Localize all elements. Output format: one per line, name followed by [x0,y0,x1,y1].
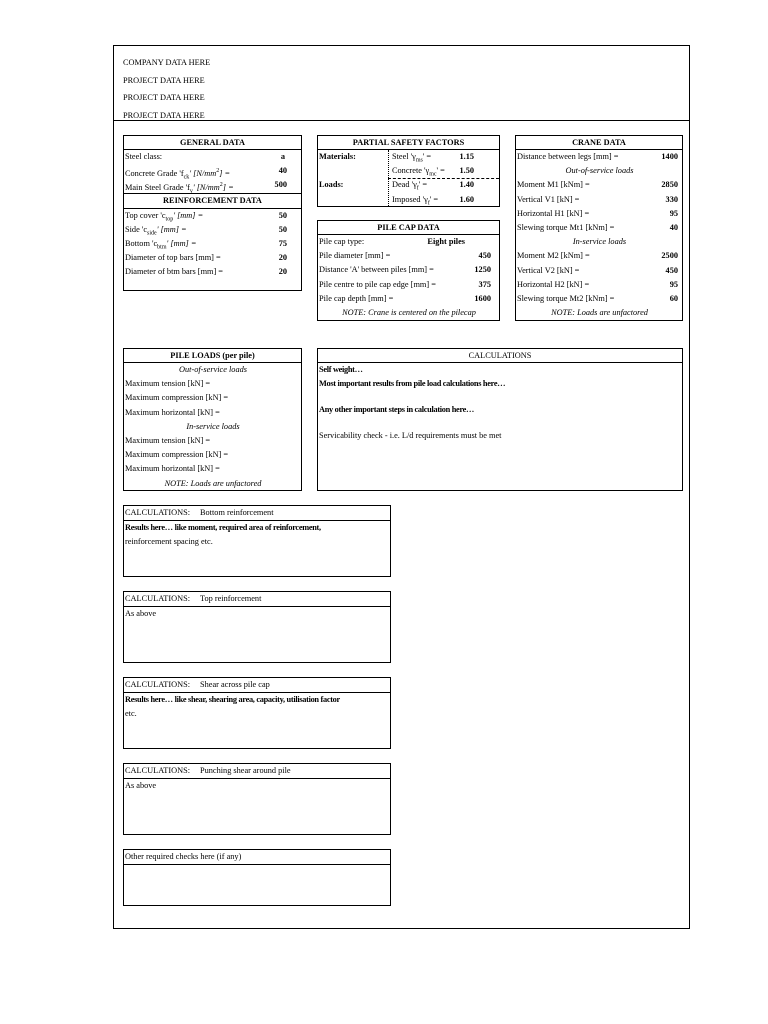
concrete-grade-row [124,164,301,181]
pile-cap-type-row [318,235,499,249]
row-subscript: y [189,188,193,195]
top-bar-diameter-row [124,251,301,265]
punching-shear-box [123,763,391,835]
calc-box-line: etc. [125,709,137,718]
partial-safety-factors-box [317,135,500,207]
steel-factor-row [318,150,499,164]
row-tail: ' [mm] = [156,224,187,234]
crane-note: NOTE: Loads are unfactored [551,308,648,318]
calc-box-line: As above [125,781,157,790]
pile-cap-note: NOTE: Crane is centered on the pilecap [342,307,476,317]
dead-factor-row [318,178,499,192]
project-data-line: PROJECT DATA HERE [123,110,205,120]
row-tail: ' [mm] = [166,238,197,248]
row-label: Side 'c [125,224,148,234]
row-value: 450 [478,251,491,261]
row-label: Vertical V2 [kN] = [517,265,580,275]
calc-self-weight: Self weight… [319,365,363,374]
leg-distance-row [516,150,682,164]
row-label: Pile cap type: [319,237,365,246]
general-data-box [123,135,302,291]
moment-m2-row [516,249,682,263]
max-compression-row: Maximum compression [kN] = [125,393,229,403]
row-value: 95 [669,279,678,289]
max-tension-row: Maximum tension [kN] = [125,379,211,389]
row-value: 500 [274,180,287,190]
horizontal-h1-row [516,207,682,221]
calc-box-header [124,592,390,607]
calc-other-steps: Any other important steps in calculation here… [319,405,475,414]
project-data-line: PROJECT DATA HERE [123,93,205,102]
row-label: Pile diameter [mm] = [319,251,391,261]
reinforcement-data-title: REINFORCEMENT DATA [124,193,301,209]
row-label: Horizontal H2 [kN] = [517,279,590,289]
row-value: 1600 [474,293,491,303]
row-value: 1400 [661,152,678,161]
row-label: Top cover 'c [125,210,166,220]
row-value: 50 [278,210,287,220]
row-value: 330 [665,194,678,204]
row-subscript: side [147,230,157,237]
calculation-sheet [113,45,690,929]
row-label: Main Steel Grade 'f [125,183,190,193]
side-cover-row [124,223,301,237]
calc-box-title: Punching shear around pile [200,766,291,775]
row-value: 40 [669,222,678,232]
row-value: 75 [278,238,287,248]
calc-box-line: As above [125,609,157,618]
calculations-title: CALCULATIONS [318,349,682,363]
row-subscript: ck [183,174,190,181]
company-data-line: COMPANY DATA HERE [123,58,211,67]
calc-box-title: Bottom reinforcement [200,508,274,517]
pile-loads-box [123,348,302,491]
pile-loads-note: NOTE: Loads are unfactored [164,478,262,488]
horizontal-h2-row [516,278,682,292]
pile-edge-row [318,278,499,292]
shear-box [123,677,391,749]
general-data-title: GENERAL DATA [124,136,301,150]
row-subscript: top [165,216,174,223]
calc-prefix: CALCULATIONS: [125,508,190,517]
vertical-v1-row [516,193,682,207]
pile-loads-title: PILE LOADS (per pile) [124,349,301,363]
steel-grade-row [124,178,301,195]
row-label: Diameter of top bars [mm] = [125,253,221,263]
btm-bar-diameter-row [124,265,301,279]
calc-prefix: CALCULATIONS: [125,680,190,689]
calc-serviceability: Servicability check - i.e. L/d requirements must be met [319,431,502,440]
calc-prefix: CALCULATIONS: [125,594,190,603]
pile-cap-data-box [317,220,500,321]
max-tension-row: Maximum tension [kN] = [125,435,211,445]
row-label: Vertical V1 [kN] = [517,194,580,204]
pile-cap-data-title: PILE CAP DATA [318,221,499,235]
row-label: Pile cap depth [mm] = [319,293,394,303]
row-label: Moment M1 [kNm] = [517,180,590,190]
row-value: 450 [665,265,678,275]
row-value: 1.60 [459,194,474,204]
row-label: Imposed '$\gamma_f$' = [392,194,439,207]
pile-diameter-row [318,249,499,263]
row-value: 95 [669,208,678,218]
row-value: 40 [278,166,287,176]
row-superscript: 2 [219,182,223,189]
calc-box-header [124,764,390,779]
calc-box-line: Results here… like moment, required area of reinforcement, [125,523,321,532]
calc-box-header [124,678,390,693]
row-label: Concrete Grade 'f [125,168,184,178]
max-compression-row: Maximum compression [kN] = [125,450,229,460]
crane-data-title: CRANE DATA [516,136,682,150]
row-label: Dead '$\gamma_f$' = [392,180,427,193]
header-block [123,56,210,126]
pile-distance-row [318,263,499,277]
loads-label: Loads: [319,180,344,190]
row-value: 1.50 [459,166,474,176]
crane-data-box [515,135,683,321]
row-value: a [280,152,285,161]
other-checks-box [123,849,391,906]
row-label: Bottom 'c [125,238,158,248]
row-label: Horizontal H1 [kN] = [517,208,590,218]
row-value: 50 [278,224,287,234]
row-label: Diameter of btm bars [mm] = [125,267,223,277]
row-superscript: 2 [216,168,220,175]
row-label: Steel '$\gamma_{ms}$' = [392,152,432,164]
slewing-mt1-row [516,221,682,235]
row-label: Steel class: [125,152,163,161]
row-value: 1.40 [459,180,474,190]
row-value: Eight piles [427,237,465,246]
row-value: 60 [669,293,678,303]
out-of-service-label: Out-of-service loads [565,166,634,176]
imposed-factor-row [318,193,499,207]
vertical-v2-row [516,264,682,278]
row-value: 2500 [661,251,678,261]
header-divider [114,120,689,121]
row-tail: ] = [219,168,231,178]
row-value: 2850 [661,180,678,190]
calc-prefix: CALCULATIONS: [125,766,190,775]
row-value: 20 [278,267,287,277]
top-cover-row [124,209,301,223]
row-label: Slewing torque Mt1 [kNm] = [517,222,615,232]
bottom-cover-row [124,237,301,251]
in-service-label: In-service loads [186,421,240,431]
row-label: Slewing torque Mt2 [kNm] = [517,293,615,303]
slewing-mt2-row [516,292,682,306]
row-tail: ] = [222,183,234,193]
row-tail: ' [mm] = [173,210,204,220]
calc-box-title: Shear across pile cap [200,680,270,689]
calc-box-line: reinforcement spacing etc. [125,537,213,546]
row-value: 20 [278,253,287,263]
top-reinforcement-box [123,591,391,663]
partial-safety-factors-title: PARTIAL SAFETY FACTORS [318,136,499,150]
calc-box-header [124,506,390,521]
moment-m1-row [516,178,682,192]
row-value: 1.15 [459,152,474,161]
calc-pile-load-results: Most important results from pile load calculations here… [319,379,506,388]
row-label: Pile centre to pile cap edge [mm] = [319,279,436,289]
out-of-service-label: Out-of-service loads [179,365,247,374]
in-service-label: In-service loads [572,237,627,247]
row-label: Moment M2 [kNm] = [517,251,590,261]
row-unit: ' [N/mm [189,168,217,178]
pile-cap-depth-row [318,292,499,306]
row-label: Distance between legs [mm] = [517,152,619,161]
row-subscript: btm [157,244,167,251]
concrete-factor-row [318,164,499,178]
bottom-reinforcement-box [123,505,391,577]
max-horizontal-row: Maximum horizontal [kN] = [125,464,220,474]
calc-box-line: Results here… like shear, shearing area, capacity, utilisation factor [125,695,340,704]
row-unit: ' [N/mm [192,183,220,193]
project-data-line: PROJECT DATA HERE [123,75,205,85]
calc-box-title: Top reinforcement [200,594,262,603]
steel-class-row [124,150,301,164]
materials-label: Materials: [319,152,356,161]
calculations-box [317,348,683,491]
other-checks-title: Other required checks here (if any) [124,850,390,865]
row-value: 1250 [474,265,491,275]
row-label: Distance 'A' between piles [mm] = [319,265,434,275]
max-horizontal-row: Maximum horizontal [kN] = [125,407,220,417]
row-value: 375 [478,279,491,289]
row-label: Concrete '$\gamma_{mc}$' = [392,166,445,178]
